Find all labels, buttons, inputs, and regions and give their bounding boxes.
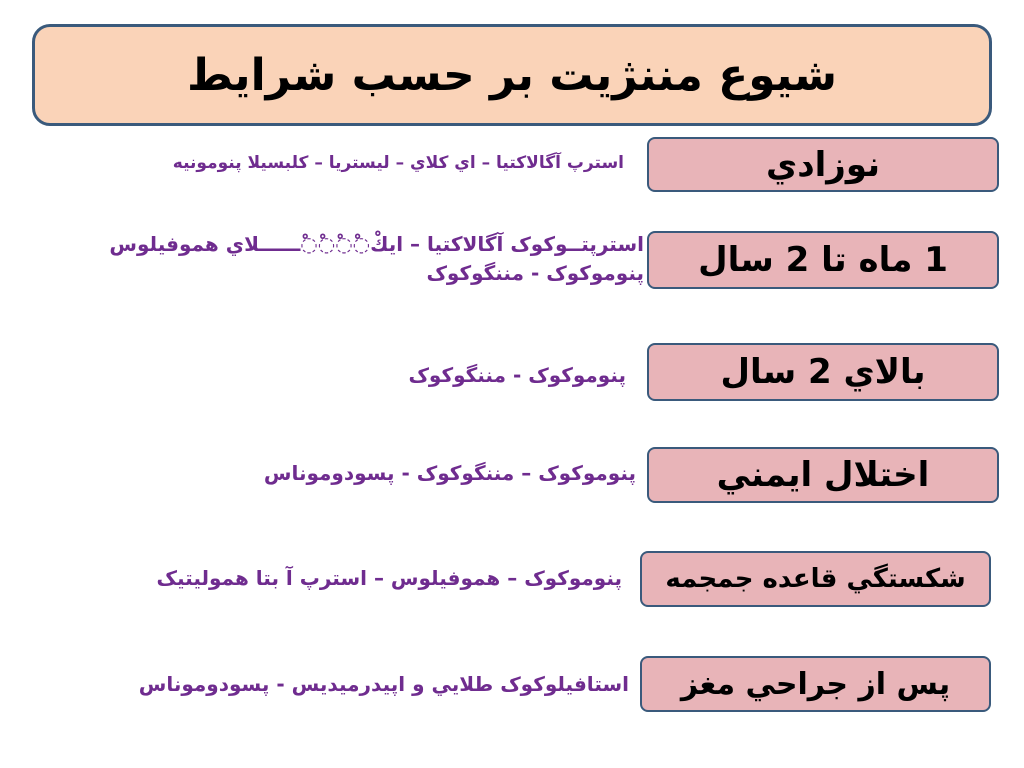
pathogens-post-neurosurgery: استافيلوکوک طلايي و اپيدرميديس - پسودوموناس [138, 672, 629, 696]
pathogens-immunodeficiency: پنوموکوک – مننگوکوک - پسودوموناس [263, 461, 636, 485]
condition-label-1m-2y: 1 ماه تا 2 سال [647, 231, 999, 289]
condition-label-neonate: نوزادي [647, 137, 999, 192]
pathogens-over-2y: پنوموکوک - مننگوکوک [408, 363, 626, 387]
condition-label-immunodeficiency: اختلال ايمني [647, 447, 999, 503]
pathogens-neonate: استرپ آگالاکتيا – اي کلاي – ليستريا – کلبسيلا پنومونيه [172, 153, 624, 173]
title-banner [32, 24, 992, 126]
condition-label-skull-fracture: شکستگي قاعده جمجمه [640, 551, 991, 607]
condition-label-over-2y: بالاي 2 سال [647, 343, 999, 401]
pathogens-skull-fracture: پنوموکوک – هموفيلوس – استرپ آ بتا هموليتيک [156, 566, 622, 590]
condition-label-post-neurosurgery: پس از جراحي مغز [640, 656, 991, 712]
pathogens-1m-2y: استرپتــوکوک آگالاکتيا – ايكْ◌ْ◌ْ◌ْ◌ْــــــلاي هموفيلوس پنوموکوک - مننگوکوک [109, 232, 644, 285]
slide-title: شيوع مننژيت بر حسب شرايط [186, 49, 838, 101]
